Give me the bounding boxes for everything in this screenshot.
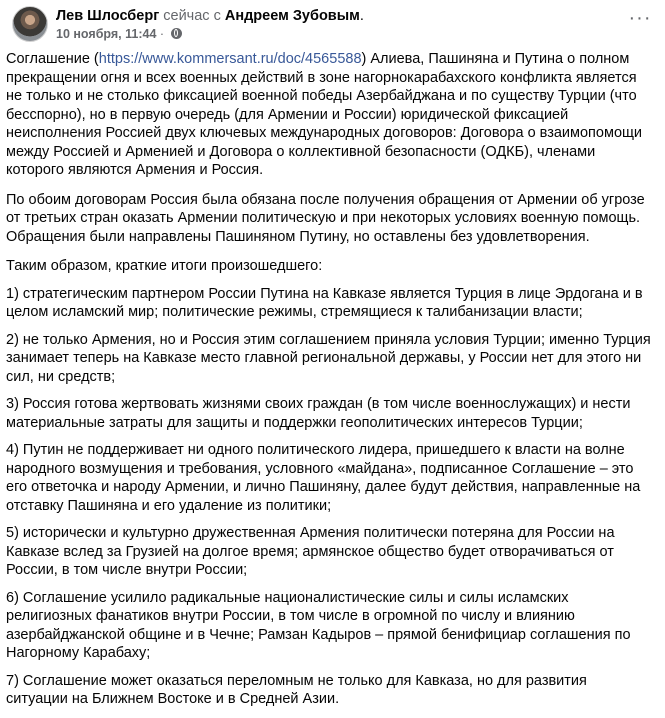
- list-item: 5) исторически и культурно дружественная Армения политически потеряна для России на Кавказе вслед за Грузией на долгое время; армянское общество будет отворачиваться от России, в том числе внутри России;: [6, 525, 615, 578]
- kommersant-link[interactable]: https://www.kommersant.ru/doc/4565588: [98, 51, 362, 67]
- post-header-line: [56, 7, 364, 25]
- header-period: .: [359, 8, 364, 24]
- paragraph-1: [6, 50, 651, 180]
- list-item: 1) стратегическим партнером России Путина на Кавказе является Турция в лице Эрдогана и в целом исламский мир; политические режимы, стремящиеся к талибанизации власти;: [6, 285, 643, 320]
- post-timestamp[interactable]: 10 ноября, 11:44: [56, 27, 157, 41]
- paragraph-2: По обоим договорам Россия была обязана после получения обращения от Армении об угрозе от третьих стран оказать Армении политическую и при некоторых условиях военную помощь. Обращения были направлены Пашиняном Путину, но оставлены без удовлетворения.: [6, 191, 645, 245]
- post-meta: [56, 26, 182, 42]
- paragraph-3: Таким образом, краткие итоги произошедшего:: [6, 258, 323, 274]
- p1-after: ) Алиева, Пашиняна и Путина о полном прекращении огня и всех военных действий в зоне нагорнокарабахского конфликта является не только и не столько фиксацией военной победы Азербайджана и по существу Турции (что бесспорно), но в первую очередь (для Армении и России) юридической фиксацией неисполнения Россией двух ключевых международных договоров: Договора о взаимопомощи между Россией и Арменией и Договора о коллективной безопасности (ОДКБ), членами которого являются Армения и Россия.: [6, 51, 643, 178]
- p1-before: Соглашение (: [6, 51, 99, 67]
- author-avatar[interactable]: [12, 6, 48, 42]
- list-item: 3) Россия готова жертвовать жизнями своих граждан (в том числе военнослужащих) и нести материальные затраты для защиты и поддержки геополитических интересов Турции;: [6, 396, 631, 431]
- list-item: 2) не только Армения, но и Россия этим соглашением приняла условия Турции; именно Турция занимает теперь на Кавказе место главной региональной державы, у России нет для этого ни сил, ни средств;: [6, 331, 651, 385]
- globe-icon[interactable]: [171, 28, 182, 39]
- meta-separator: ·: [156, 27, 168, 41]
- more-options-icon[interactable]: ···: [628, 7, 652, 29]
- list-item: 6) Соглашение усилило радикальные националистические силы и силы исламских религиозных фанатиков внутри России, в том числе в огромной по числу и влиянию азербайджанской общине и в Чечне; Рамзан Кадыров – прямой бенифициар соглашения по Нагорному Карабаху;: [6, 589, 631, 661]
- list-item: 7) Соглашение может оказаться переломным не только для Кавказа, но для развития ситуации на Ближнем Востоке и в Средней Азии.: [6, 672, 587, 707]
- list-item: 4) Путин не поддерживает ни одного политического лидера, пришедшего к власти на волне народного возмущения и требования, условного «майдана», подписанное Соглашение – это его ответочка и народу Армении, и лично Пашиняну, далее будут действия, направленные на отставку Пашиняна и его удаление из политики;: [6, 442, 641, 514]
- author-name[interactable]: Лев Шлосберг: [56, 8, 160, 24]
- post-body: [6, 50, 651, 718]
- tagged-person[interactable]: Андреем Зубовым: [224, 8, 360, 24]
- post-header: [12, 6, 653, 42]
- with-connector: сейчас с: [159, 8, 225, 24]
